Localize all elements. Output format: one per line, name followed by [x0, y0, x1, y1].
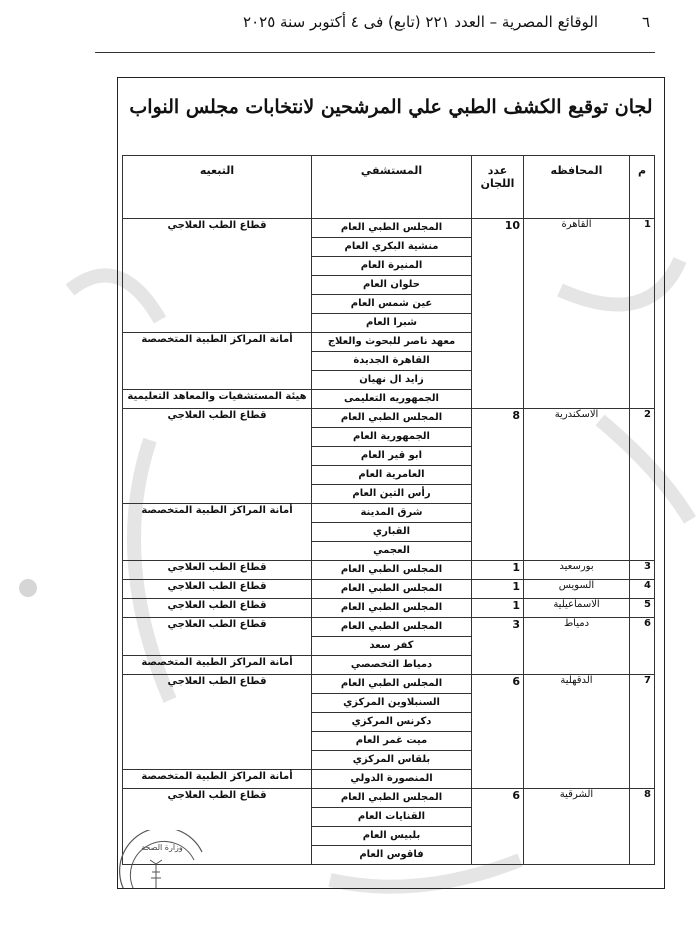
- committee-count: 6: [472, 789, 524, 865]
- hospital-cell: شرق المدينة: [312, 504, 472, 523]
- header-count: عدد اللجان: [472, 156, 524, 219]
- hospital-cell: بلقاس المركزي: [312, 751, 472, 770]
- hospital-cell: المنيرة العام: [312, 257, 472, 276]
- affiliation-cell: أمانة المراكز الطبية المتخصصة: [123, 656, 312, 675]
- hospital-cell: فاقوس العام: [312, 846, 472, 865]
- affiliation-cell: قطاع الطب العلاجي: [123, 219, 312, 333]
- table-body: [123, 219, 655, 865]
- affiliation-cell: أمانة المراكز الطبية المتخصصة: [123, 770, 312, 789]
- affiliation-cell: قطاع الطب العلاجي: [123, 618, 312, 656]
- row-number: 1: [630, 219, 655, 409]
- row-number: 4: [630, 580, 655, 599]
- hospital-cell: المجلس الطبي العام: [312, 789, 472, 808]
- committee-count: 6: [472, 675, 524, 789]
- gazette-issue-line: الوقائع المصرية – العدد ٢٢١ (تابع) فى ٤ أكتوبر سنة ٢٠٢٥: [243, 13, 598, 31]
- affiliation-cell: أمانة المراكز الطبية المتخصصة: [123, 333, 312, 390]
- row-number: 2: [630, 409, 655, 561]
- committees-table: [122, 155, 655, 865]
- affiliation-cell: قطاع الطب العلاجي: [123, 580, 312, 599]
- stamp-text: وزارة الصحة: [141, 843, 183, 852]
- affiliation-cell: أمانة المراكز الطبية المتخصصة: [123, 504, 312, 561]
- header-rule: [95, 52, 655, 53]
- page-header: [60, 9, 650, 35]
- table-row: [123, 599, 655, 618]
- committee-count: 1: [472, 580, 524, 599]
- governorate-cell: الاسماعيلية: [524, 599, 630, 618]
- hospital-cell: دكرنس المركزي: [312, 713, 472, 732]
- governorate-cell: الاسكندرية: [524, 409, 630, 561]
- header-hospital: المستشفي: [312, 156, 472, 219]
- page-number: ٦: [641, 13, 650, 31]
- document-title: لجان توقيع الكشف الطبي علي المرشحين لانتخابات مجلس النواب: [129, 96, 653, 118]
- committee-count: 1: [472, 561, 524, 580]
- hospital-cell: القاهرة الجديدة: [312, 352, 472, 371]
- table-row: [123, 675, 655, 694]
- hospital-cell: منشية البكري العام: [312, 238, 472, 257]
- governorate-cell: الدقهلية: [524, 675, 630, 789]
- hospital-cell: ميت غمر العام: [312, 732, 472, 751]
- governorate-cell: دمياط: [524, 618, 630, 675]
- affiliation-cell: قطاع الطب العلاجي: [123, 675, 312, 770]
- row-number: 8: [630, 789, 655, 865]
- header-governorate: المحافظه: [524, 156, 630, 219]
- hospital-cell: الجمهورية العام: [312, 428, 472, 447]
- row-number: 7: [630, 675, 655, 789]
- table-row: [123, 789, 655, 808]
- committee-count: 3: [472, 618, 524, 675]
- row-number: 6: [630, 618, 655, 675]
- table-row: [123, 409, 655, 428]
- hospital-cell: رأس التين العام: [312, 485, 472, 504]
- hospital-cell: حلوان العام: [312, 276, 472, 295]
- hospital-cell: المنصورة الدولي: [312, 770, 472, 789]
- hospital-cell: العامرية العام: [312, 466, 472, 485]
- hospital-cell: القنايات العام: [312, 808, 472, 827]
- hospital-cell: كفر سعد: [312, 637, 472, 656]
- ministry-stamp: [117, 830, 204, 889]
- governorate-cell: السويس: [524, 580, 630, 599]
- committee-count: 10: [472, 219, 524, 409]
- table-row: [123, 618, 655, 637]
- table-row: [123, 580, 655, 599]
- committee-count: 8: [472, 409, 524, 561]
- hospital-cell: الجمهوريه التعليمى: [312, 390, 472, 409]
- hospital-cell: المجلس الطبي العام: [312, 675, 472, 694]
- row-number: 5: [630, 599, 655, 618]
- hospital-cell: المجلس الطبي العام: [312, 409, 472, 428]
- governorate-cell: الشرقية: [524, 789, 630, 865]
- hospital-cell: المجلس الطبي العام: [312, 599, 472, 618]
- governorate-cell: القاهرة: [524, 219, 630, 409]
- affiliation-cell: قطاع الطب العلاجي: [123, 599, 312, 618]
- header-m: م: [630, 156, 655, 219]
- hospital-cell: المجلس الطبي العام: [312, 618, 472, 637]
- hospital-cell: المجلس الطبي العام: [312, 580, 472, 599]
- hospital-cell: عين شمس العام: [312, 295, 472, 314]
- hospital-cell: المجلس الطبي العام: [312, 219, 472, 238]
- hospital-cell: دمياط التخصصي: [312, 656, 472, 675]
- hospital-cell: القباري: [312, 523, 472, 542]
- hospital-cell: بلبيس العام: [312, 827, 472, 846]
- committee-count: 1: [472, 599, 524, 618]
- affiliation-cell: قطاع الطب العلاجي: [123, 789, 312, 865]
- hospital-cell: زايد ال نهيان: [312, 371, 472, 390]
- hospital-cell: العجمي: [312, 542, 472, 561]
- table-row: [123, 561, 655, 580]
- hospital-cell: المجلس الطبي العام: [312, 561, 472, 580]
- hospital-cell: ابو قير العام: [312, 447, 472, 466]
- committees-document: [117, 77, 665, 889]
- hospital-cell: معهد ناصر للبحوث والعلاج: [312, 333, 472, 352]
- table-row: [123, 219, 655, 238]
- affiliation-cell: قطاع الطب العلاجي: [123, 409, 312, 504]
- affiliation-cell: قطاع الطب العلاجي: [123, 561, 312, 580]
- hospital-cell: شبرا العام: [312, 314, 472, 333]
- table-header-row: [123, 156, 655, 219]
- hospital-cell: السنبلاوين المركزي: [312, 694, 472, 713]
- governorate-cell: بورسعيد: [524, 561, 630, 580]
- row-number: 3: [630, 561, 655, 580]
- header-affiliation: التبعيه: [123, 156, 312, 219]
- affiliation-cell: هيئة المستشفيات والمعاهد التعليمية: [123, 390, 312, 409]
